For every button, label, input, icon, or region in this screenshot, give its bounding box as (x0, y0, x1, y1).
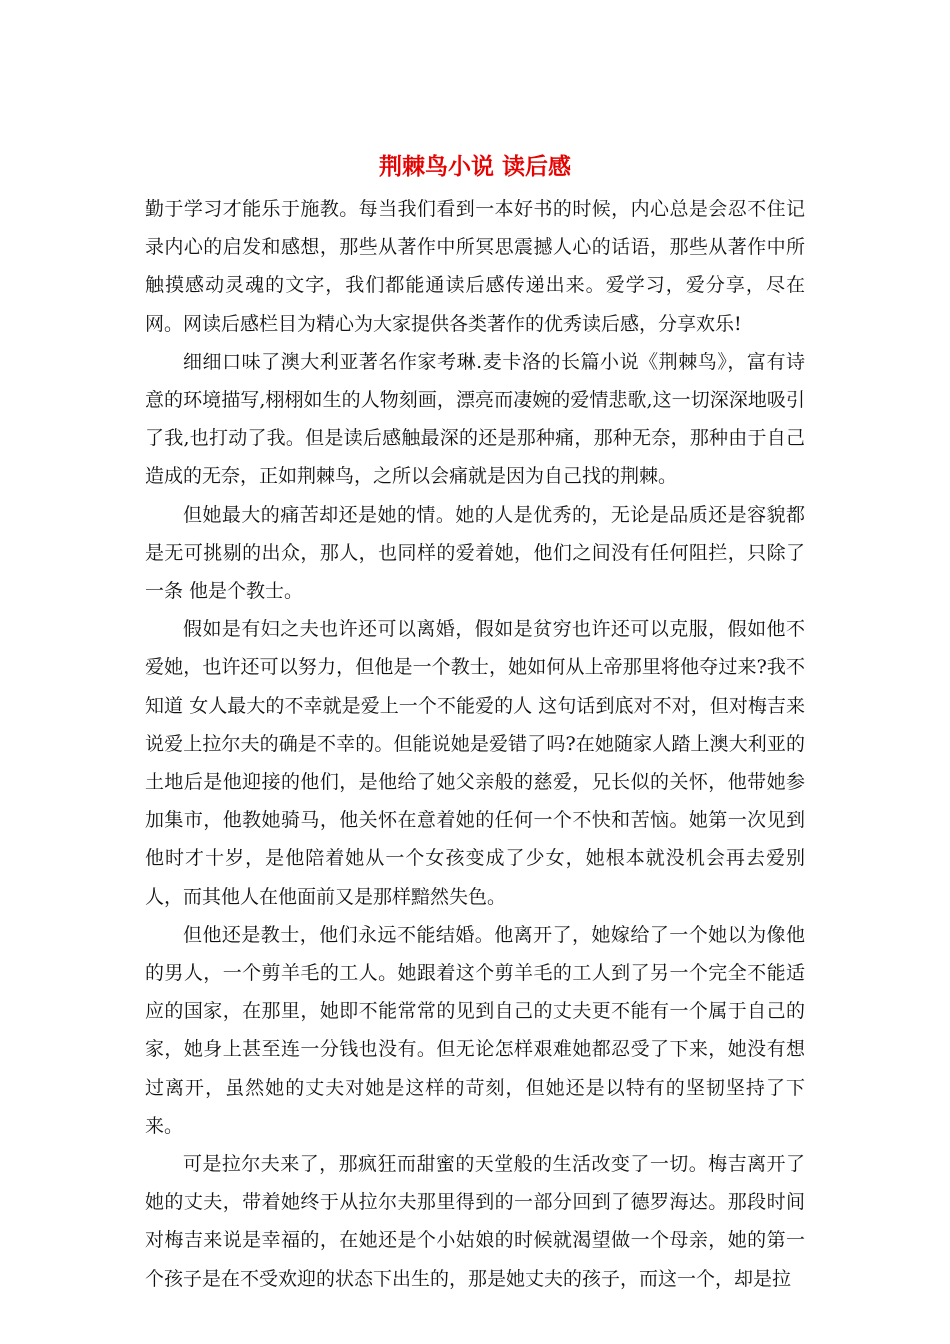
paragraph: 可是拉尔夫来了，那疯狂而甜蜜的天堂般的生活改变了一切。梅吉离开了她的丈夫，带着她终于从拉尔夫那里得到的一部分回到了德罗海达。那段时间对梅吉来说是幸福的，在她还是个小姑娘的时候就渴望做一个母亲，她的第一个孩子是在不受欢迎的状态下出生的，那是她丈夫的孩子，而这一个，却是拉 (145, 1153, 805, 1290)
document-title: 荆棘鸟小说 读后感 (378, 154, 571, 180)
paragraph: 细细口味了澳大利亚著名作家考琳.麦卡洛的长篇小说《荆棘鸟》，富有诗意的环境描写,栩栩如生的人物刻画，漂亮而凄婉的爱情悲歌,这一切深深地吸引了我,也打动了我。但是读后感触最深的还是那种痛，那种无奈，那种由于自己造成的无奈，正如荆棘鸟，之所以会痛就是因为自己找的荆棘。 (145, 350, 805, 488)
paragraph: 但她最大的痛苦却还是她的情。她的人是优秀的，无论是品质还是容貌都是无可挑剔的出众，那人，也同样的爱着她，他们之间没有任何阻拦，只除了一条 他是个教士。 (145, 503, 805, 603)
paragraph: 假如是有妇之夫也许还可以离婚，假如是贫穷也许还可以克服，假如他不爱她，也许还可以努力，但他是一个教士，她如何从上帝那里将他夺过来?我不知道 女人最大的不幸就是爱上一个不能爱的人 这句话到底对不对，但对梅吉来说爱上拉尔夫的确是不幸的。但能说她是爱错了吗?在她随家人踏上澳大利亚的土地后是他迎接的他们，是他给了她父亲般的慈爱，兄长似的关怀，他带她参加集市，他教她骑马，他关怀在意着她的任何一个不快和苦恼。她第一次见到他时才十岁，是他陪着她从一个女孩变成了少女，她根本就没机会再去爱别人，而其他人在他面前又是那样黯然失色。 (145, 618, 805, 908)
paragraph: 勤于学习才能乐于施教。每当我们看到一本好书的时候，内心总是会忍不住记录内心的启发和感想，那些从著作中所冥思震撼人心的话语，那些从著作中所触摸感动灵魂的文字，我们都能通读后感传递出来。爱学习，爱分享，尽在网。网读后感栏目为精心为大家提供各类著作的优秀读后感，分享欢乐! (145, 198, 805, 335)
paragraph: 但他还是教士，他们永远不能结婚。他离开了，她嫁给了一个她以为像他的男人，一个剪羊毛的工人。她跟着这个剪羊毛的工人到了另一个完全不能适应的国家，在那里，她即不能常常的见到自己的丈夫更不能有一个属于自己的家，她身上甚至连一分钱也没有。但无论怎样艰难她都忍受了下来，她没有想过离开，虽然她的丈夫对她是这样的苛刻，但她还是以特有的坚韧坚持了下来。 (145, 923, 805, 1137)
document-body (145, 190, 805, 1298)
